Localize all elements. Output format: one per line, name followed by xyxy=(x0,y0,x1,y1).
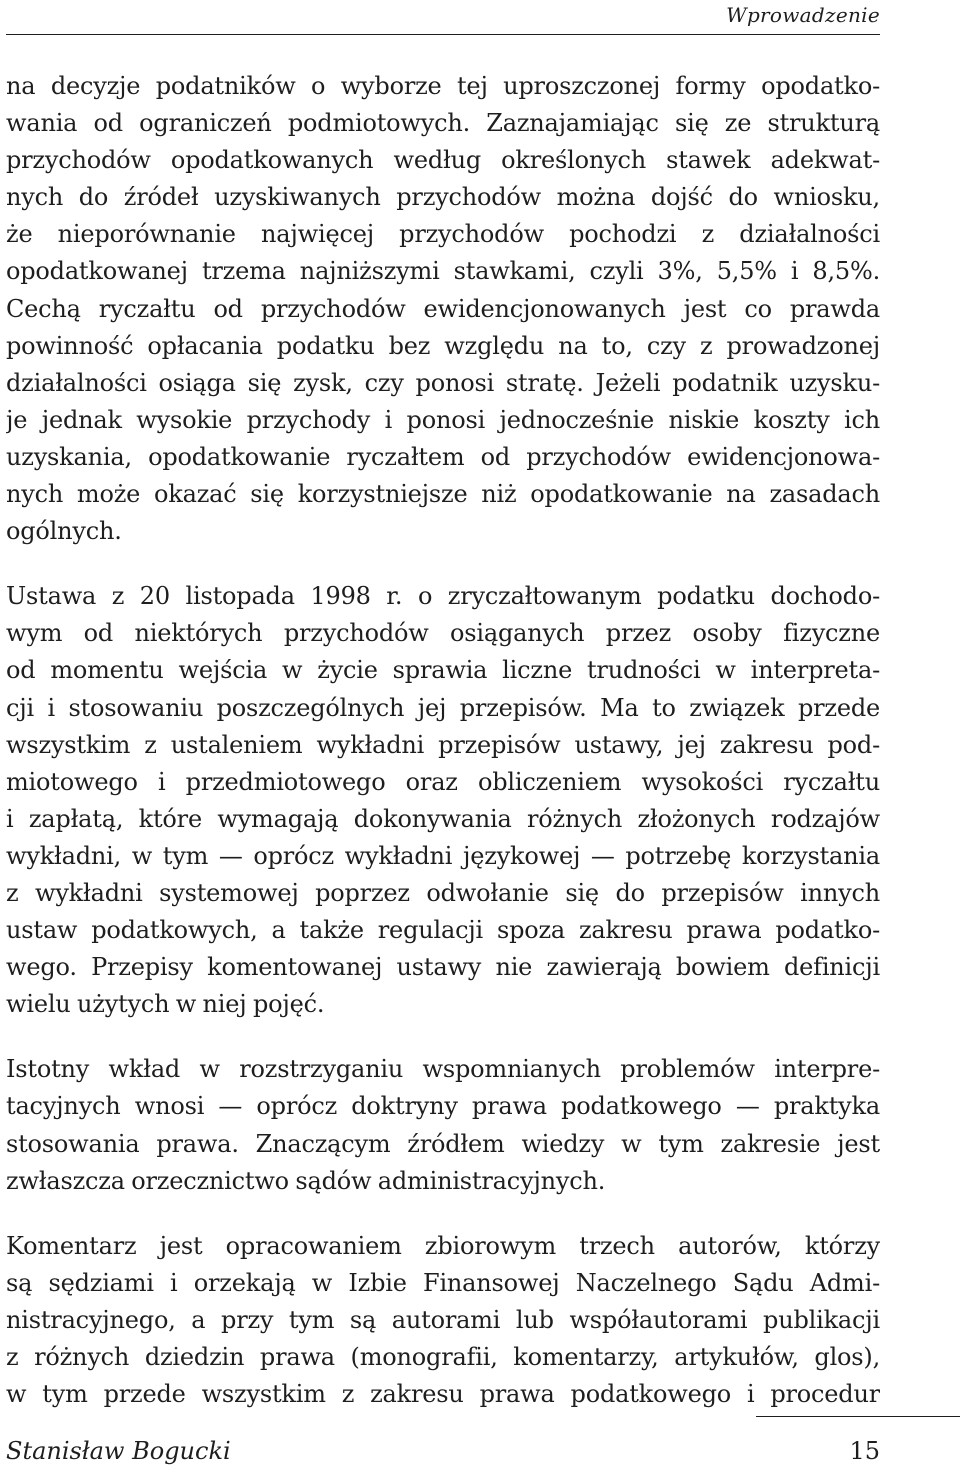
text-line: na decyzje podatników o wyborze tej uproszczonej formy opodatko- xyxy=(6,72,880,100)
text-line: wykładni, w tym — oprócz wykładni językowej — potrzebę korzystania xyxy=(6,841,880,870)
text-line: Cechą ryczałtu od przychodów ewidencjonowanych jest co prawda xyxy=(6,294,880,323)
text-line: wielu użytych w niej pojęć. xyxy=(6,990,325,1019)
text-line: wym od niektórych przychodów osiąganych przez osoby fizyczne xyxy=(6,619,880,648)
page-number: 15 xyxy=(849,1437,880,1465)
text-line: Istotny wkład w rozstrzyganiu wspomnianych problemów interpre- xyxy=(6,1055,880,1084)
footer-author: Stanisław Bogucki xyxy=(6,1437,231,1465)
text-line: z różnych dziedzin prawa (monografii, komentarzy, artykułów, glos), xyxy=(6,1343,880,1371)
text-line: nistracyjnego, a przy tym są autorami lub współautorami publikacji xyxy=(6,1305,880,1334)
text-line: że nieporównanie najwięcej przychodów pochodzi z działalności xyxy=(6,220,880,249)
paragraph xyxy=(6,1051,880,1199)
text-line: wego. Przepisy komentowanej ustawy nie zawierają bowiem definicji xyxy=(6,953,880,982)
text-line: powinność opłacania podatku bez względu na to, czy z prowadzonej xyxy=(6,331,880,360)
text-line: i zapłatą, które wymagają dokonywania różnych złożonych rodzajów xyxy=(6,804,880,833)
paragraph xyxy=(6,1228,880,1413)
text-line: opodatkowanej trzema najniższymi stawkami, czyli 3%, 5,5% i 8,5%. xyxy=(6,257,880,286)
paragraph xyxy=(6,68,880,550)
text-line: zwłaszcza orzecznictwo sądów administracyjnych. xyxy=(6,1166,606,1195)
text-line: cji i stosowaniu poszczególnych jej przepisów. Ma to związek przede xyxy=(6,693,880,722)
text-line: stosowania prawa. Znaczącym źródłem wiedzy w tym zakresie jest xyxy=(6,1129,880,1158)
text-line: są sędziami i orzekają w Izbie Finansowej Naczelnego Sądu Admi- xyxy=(6,1268,880,1297)
text-line: ustaw podatkowych, a także regulacji spoza zakresu prawa podatko- xyxy=(6,916,880,945)
text-line: wszystkim z ustaleniem wykładni przepisów ustawy, jej zakresu pod- xyxy=(6,730,880,759)
text-line: je jednak wysokie przychody i ponosi jednocześnie niskie koszty ich xyxy=(6,405,880,434)
body-text xyxy=(6,68,880,1441)
text-line: w tym przede wszystkim z zakresu prawa podatkowego i procedur xyxy=(6,1380,880,1409)
text-line: przychodów opodatkowanych według określonych stawek adekwat- xyxy=(6,146,880,175)
text-line: Ustawa z 20 listopada 1998 r. o zryczałtowanym podatku dochodo- xyxy=(6,582,880,611)
text-line: od momentu wejścia w życie sprawia liczne trudności w interpreta- xyxy=(6,656,880,685)
text-line: nych może okazać się korzystniejsze niż opodatkowanie na zasadach xyxy=(6,480,880,509)
text-line: tacyjnych wnosi — oprócz doktryny prawa podatkowego — praktyka xyxy=(6,1092,880,1121)
text-line: działalności osiąga się zysk, czy ponosi stratę. Jeżeli podatnik uzysku- xyxy=(6,368,880,397)
text-line: miotowego i przedmiotowego oraz obliczeniem wysokości ryczałtu xyxy=(6,767,880,796)
header-rule xyxy=(6,34,880,35)
paragraph xyxy=(6,578,880,1023)
footer-rule xyxy=(756,1416,960,1417)
text-line: z wykładni systemowej poprzez odwołanie się do przepisów innych xyxy=(6,878,880,907)
text-line: ogólnych. xyxy=(6,517,122,546)
text-line: nych do źródeł uzyskiwanych przychodów można dojść do wniosku, xyxy=(6,183,880,212)
running-head: Wprowadzenie xyxy=(726,3,880,27)
text-line: wania od ograniczeń podmiotowych. Zaznajamiając się ze strukturą xyxy=(6,109,880,138)
text-line: uzyskania, opodatkowanie ryczałtem od przychodów ewidencjonowa- xyxy=(6,442,880,471)
text-line: Komentarz jest opracowaniem zbiorowym trzech autorów, którzy xyxy=(6,1231,880,1260)
